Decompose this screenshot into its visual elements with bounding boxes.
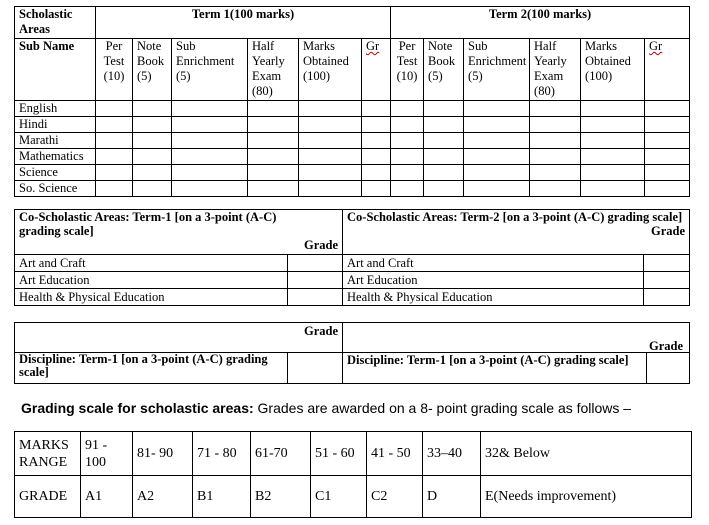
grade-label: GRADE (15, 476, 81, 518)
grade-cell: A1 (81, 476, 133, 518)
discipline-term1-label: Discipline: Term-1 [on a 3-point (A-C) grading scale] (15, 352, 288, 383)
term1-half-yearly-header: Half Yearly Exam (80) (248, 39, 299, 101)
term1-per-test-header: Per Test (10) (96, 39, 133, 101)
scholastic-table (14, 6, 690, 197)
subject-name: Mathematics (15, 149, 96, 165)
marks-range-cell: 32& Below (481, 432, 692, 476)
activity-row (15, 272, 690, 289)
subject-name: Science (15, 165, 96, 181)
activity-row (15, 289, 690, 306)
scholastic-areas-label: Scholastic Areas (15, 7, 96, 39)
grading-scale-title (21, 400, 631, 416)
subject-name: Hindi (15, 117, 96, 133)
grade-cell: E(Needs improvement) (481, 476, 692, 518)
term1-activity-name: Art and Craft (15, 255, 288, 272)
term1-title: Term 1(100 marks) (96, 7, 391, 39)
activity-row (15, 255, 690, 272)
grade-cell: B1 (193, 476, 251, 518)
marks-range-cell: 41 - 50 (367, 432, 423, 476)
subject-row (15, 101, 690, 117)
grade-cell: C1 (311, 476, 367, 518)
term1-activity-name: Health & Physical Education (15, 289, 288, 306)
grading-scale-table (14, 431, 692, 518)
subject-row (15, 149, 690, 165)
term1-marks-obtained-header: Marks Obtained (100) (299, 39, 362, 101)
grade-cell: C2 (367, 476, 423, 518)
marks-range-cell: 81- 90 (133, 432, 193, 476)
discipline-table (14, 322, 690, 384)
grading-scale-title-rest: Grades are awarded on a 8- point grading scale as follows – (253, 400, 632, 416)
coscholastic-term1-title: Co-Scholastic Areas: Term-1 [on a 3-point (A-C) grading scale] (19, 210, 277, 238)
term2-grade-header (645, 39, 690, 101)
subject-name: So. Science (15, 181, 96, 197)
coscholastic-term2-grade-label: Grade (651, 224, 686, 238)
term2-grade-label: Gr (649, 39, 663, 53)
term2-half-yearly-header: Half Yearly Exam (80) (530, 39, 581, 101)
term1-grade-header (362, 39, 391, 101)
coscholastic-term1-grade-label: Grade (303, 238, 339, 252)
term1-grade-label: Gr (366, 39, 380, 53)
coscholastic-term1-header (15, 210, 343, 255)
term2-sub-enrichment-header: Sub Enrichment (5) (464, 39, 530, 101)
marks-range-cell: 33–40 (423, 432, 481, 476)
discipline-term1-grade-cell (288, 352, 343, 383)
term2-activity-name: Health & Physical Education (343, 289, 644, 306)
subject-row (15, 181, 690, 197)
subject-row (15, 133, 690, 149)
subject-name: Marathi (15, 133, 96, 149)
term2-per-test-header: Per Test (10) (391, 39, 424, 101)
term2-marks-obtained-header: Marks Obtained (100) (581, 39, 645, 101)
subject-name: English (15, 101, 96, 117)
term1-sub-enrichment-header: Sub Enrichment (5) (172, 39, 248, 101)
discipline-term2-label: Discipline: Term-1 [on a 3-point (A-C) grading scale] (347, 353, 629, 367)
grade-cell: B2 (251, 476, 311, 518)
discipline-term2-block (343, 323, 690, 384)
marks-range-cell: 61-70 (251, 432, 311, 476)
coscholastic-term2-header (343, 210, 690, 255)
coscholastic-term2-title: Co-Scholastic Areas: Term-2 [on a 3-point (A-C) grading scale] (347, 210, 683, 224)
discipline-term2-grade-label: Grade (648, 339, 683, 353)
subject-row (15, 117, 690, 133)
grade-cell: D (423, 476, 481, 518)
term2-title: Term 2(100 marks) (391, 7, 690, 39)
term2-activity-name: Art and Craft (343, 255, 644, 272)
term1-note-book-header: Note Book (5) (133, 39, 172, 101)
sub-name-label: Sub Name (15, 39, 96, 101)
term2-note-book-header: Note Book (5) (424, 39, 464, 101)
grade-cell: A2 (133, 476, 193, 518)
grading-scale-title-bold: Grading scale for scholastic areas: (21, 400, 254, 416)
term1-activity-name: Art Education (15, 272, 288, 289)
marks-range-cell: 91 - 100 (81, 432, 133, 476)
discipline-term1-grade-label: Grade (15, 323, 343, 353)
coscholastic-table (14, 209, 690, 306)
term2-activity-name: Art Education (343, 272, 644, 289)
marks-range-cell: 51 - 60 (311, 432, 367, 476)
marks-range-cell: 71 - 80 (193, 432, 251, 476)
subject-row (15, 165, 690, 181)
discipline-term2-grade-cell (646, 353, 689, 383)
marks-range-label: MARKS RANGE (15, 432, 81, 476)
